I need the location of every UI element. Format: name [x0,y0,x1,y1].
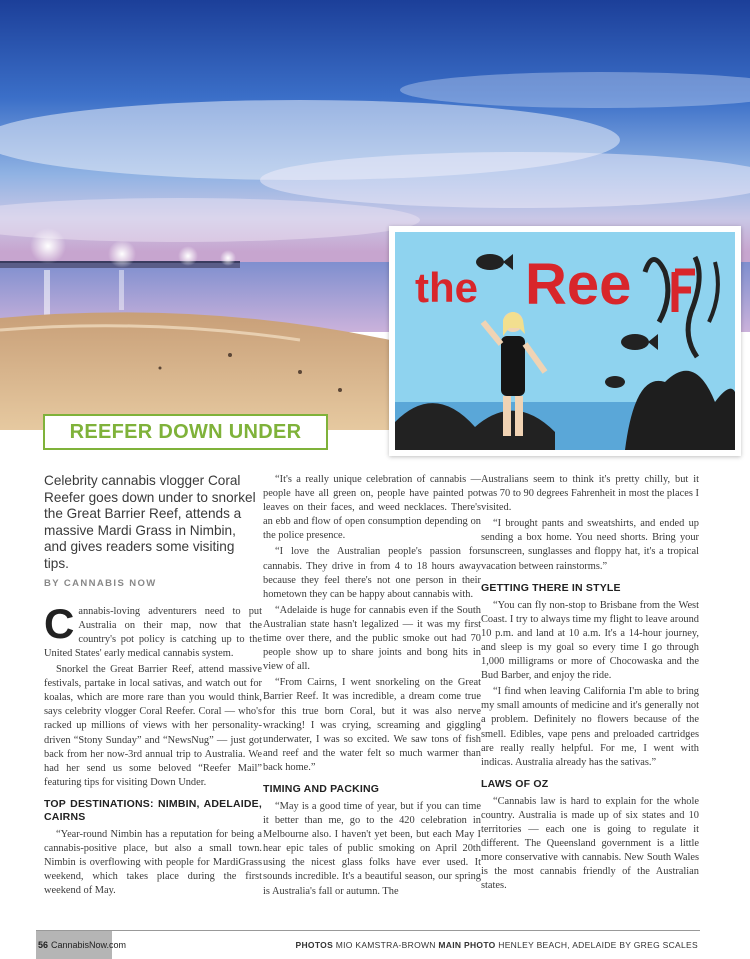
subhead-getting-there: GETTING THERE IN STYLE [481,581,621,594]
col1-paragraph-2: Snorkel the Great Barrier Reef, attend massive festivals, partake in local sativas, and watch out for koalas, which are more rare than you would think, says celebrity vlogger Coral Reefer. Coral — who's racked up millions of views with her personality-driven “Stony Sunday” and “NewsNug” — just got back from her now-3rd annual trip to Australia. We had her send us some beloved “Reefer Mail” featuring tips for visiting Down Under. [44,664,262,788]
col2-paragraph-2: “I love the Australian people's passion for cannabis. They drive in from 4 to 18 hours away because they feel there's not one person in their hometown they can be happy about cannabis with. [263,546,481,600]
column-1 [44,473,262,900]
col2-paragraph-3: “Adelaide is huge for cannabis even if the South Australian state hasn't legalized — it was my first time over there, and the public smoke out had 70 people show up to share joints and bong hits in view of all. [263,604,481,673]
col1-paragraph-3: “Year-round Nimbin has a reputation for being a cannabis-positive place, but also a small town. Nimbin is overflowing with people for MardiGrass weekend, which takes place during the first weekend of May. [44,828,262,897]
footer-site: CannabisNow.com [51,940,127,950]
subhead-top-destinations: TOP DESTINATIONS: NIMBIN, ADELAIDE, CAIRNS [44,797,262,823]
photos-label: PHOTOS [295,940,334,950]
headline-box [43,414,328,450]
column-3 [481,473,699,895]
col3-paragraph-2: “I brought pants and sweatshirts, and ended up sending a box home. You need shorts. Bring your sunscreen, sunglasses and floppy hat, it's a tropical vacation between rainstorms.” [481,518,699,572]
photo-credits [296,940,698,950]
column-2 [263,473,481,901]
photos-credit: MIO KAMSTRA-BROWN [335,940,436,950]
svg-text:the: the [415,264,478,311]
page-number: 56 [38,940,49,950]
article-headline: REEFER DOWN UNDER [69,420,302,443]
col3-paragraph-1: Australians seem to think it's pretty chilly, but it was 70 to 90 degrees Fahrenheit in most the places I visited. [481,474,699,514]
svg-text:Ree: Ree [525,252,632,317]
col2-paragraph-1: “It's a really unique celebration of cannabis — people have all green on, people have painted pot leaves on their faces, and weed necklaces. There's an ebb and flow of open consumption depending on the police presence. [263,474,481,542]
main-photo-credit: HENLEY BEACH, ADELAIDE BY GREG SCALES [498,940,698,950]
main-photo-label: MAIN PHOTO [438,940,496,950]
drop-cap: C [44,599,75,647]
footer-rule [36,930,700,931]
col3-paragraph-4: “I find when leaving California I'm able to bring my small amounts of medicine and it's generally not a problem. Definitely no flowers because of the smell. Edibles, vape pens and preloaded cartridges are really really helpful. For me, I went with indicas. Australia already has the sativas.” [481,686,699,768]
col3-paragraph-3: “You can fly non-stop to Brisbane from the West Coast. I try to always time my flight to leave around 10 p.m. and land at 10 a.m. It's a 14-hour journey, and sleep is my goal so every time I go through 1,000 milligrams or more of Chocowaska and the Bud Barber, and enjoy the ride. [481,599,699,682]
byline: BY CANNABIS NOW [44,577,157,589]
col3-paragraph-5: “Cannabis law is hard to explain for the whole country. Australia is made up of six states and 10 territories — each one is going to regulate it different. The Queensland government is a little more conservative with cannabis. New South Wales is the most cannabis friendly of the Australian states. [481,795,699,892]
footer-page-tab [36,931,127,959]
col2-paragraph-5: “May is a good time of year, but if you can time it better than me, go to the 420 celebration in Melbourne also. I haven't yet been, but each May I hear epic tales of public smoking on April 20th using the nicest glass folks have ever used. It sounds incredible. It's a beautiful season, our spring is Australia's fall or autumn. The [263,800,481,897]
subhead-laws-of-oz: LAWS OF OZ [481,777,549,790]
subhead-timing-packing: TIMING AND PACKING [263,782,380,795]
col1-paragraph-1: Cannabis-loving adventurers need to put Australia on their map, now that the country's pot policy is catching up to the United States' early medical cannabis system. [44,599,262,659]
article-deck: Celebrity cannabis vlogger Coral Reefer goes down under to snorkel the Great Barrier Reef, attends a massive Mardi Grass in Nimbin, and gives readers some visiting tips. [44,473,256,571]
reef-mural-photo [389,226,741,456]
col2-paragraph-4: “From Cairns, I went snorkeling on the Great Barrier Reef. It was incredible, a dream come true for this true born Coral, but it was also nerve wracking! I was crying, screaming and giggling underwater, I was so excited. We saw tons of fish and reef and the water felt so much warmer than back home.” [263,677,481,773]
